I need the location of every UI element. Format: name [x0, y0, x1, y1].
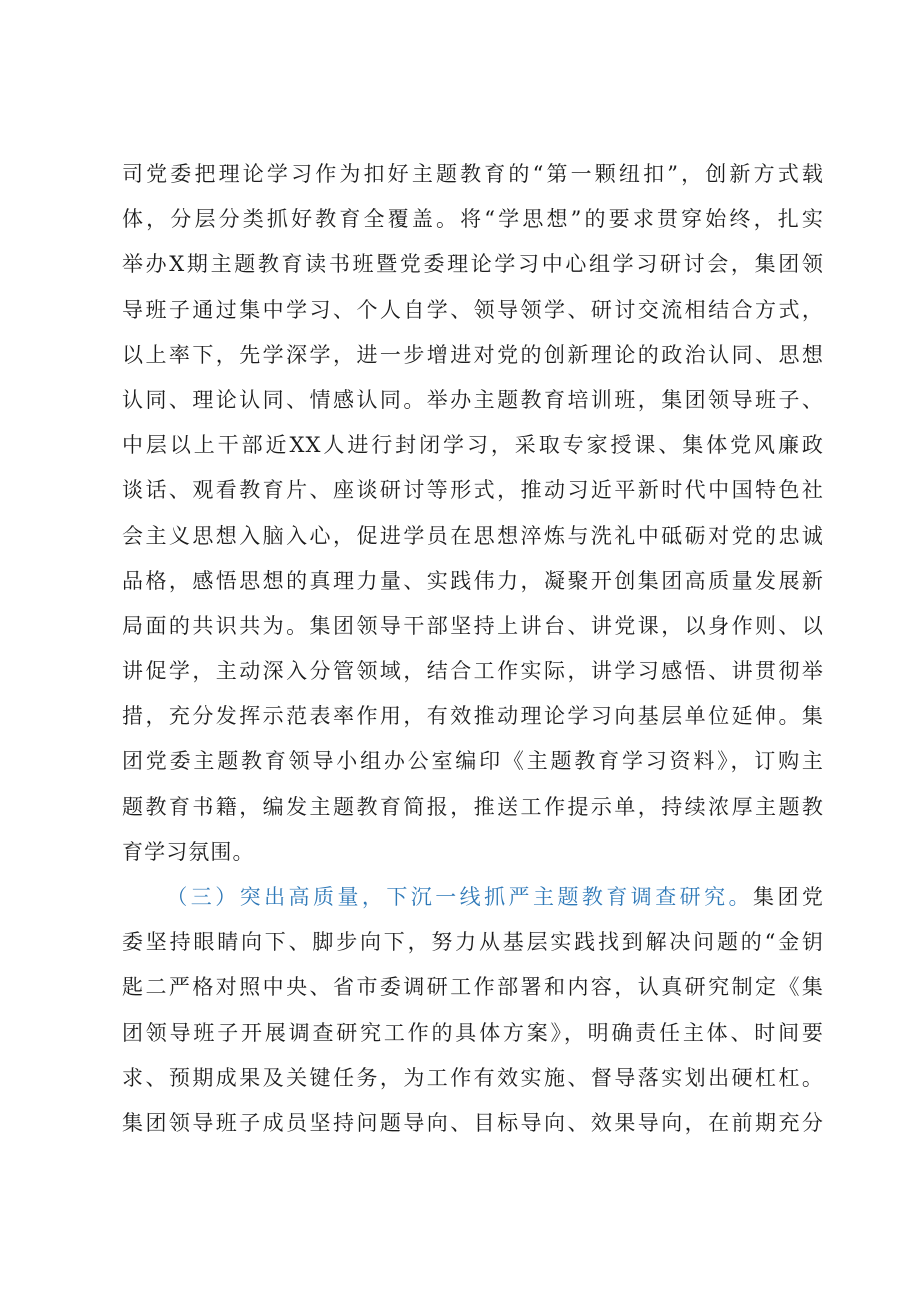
text-line: 团党委主题教育领导小组办公室编印《主题教育学习资料》，订购主: [122, 749, 824, 774]
text-line: 会主义思想入脑入心，促进学员在思想淬炼与洗礼中砥砺对党的忠诚: [122, 523, 824, 548]
text-line: 体，分层分类抓好教育全覆盖。将“学思想”的要求贯穿始终，扎实: [122, 207, 824, 232]
section-heading: （三）突出高质量，下沉一线抓严主题教育调查研究。: [164, 885, 753, 909]
text-line: 认同、理论认同、情感认同。举办主题教育培训班，集团领导班子、: [122, 387, 824, 412]
text-line: 举办X期主题教育读书班暨党委理论学习中心组学习研讨会，集团领: [122, 252, 824, 277]
text-line: 讲促学，主动深入分管领域，结合工作实际，讲学习感悟、讲贯彻举: [122, 659, 824, 684]
text-line: 局面的共识共为。集团领导干部坚持上讲台、讲党课，以身作则、以: [122, 613, 824, 638]
text-line: 导班子通过集中学习、个人自学、领导领学、研讨交流相结合方式，: [122, 297, 824, 322]
text-line: 品格，感悟思想的真理力量、实践伟力，凝聚开创集团高质量发展新: [122, 568, 824, 593]
text-line: 委坚持眼睛向下、脚步向下，努力从基层实践找到解决问题的“金钥: [122, 930, 824, 955]
text-line: 谈话、观看教育片、座谈研讨等形式，推动习近平新时代中国特色社: [122, 478, 824, 503]
text-line: 育学习氛围。: [122, 839, 255, 864]
text-line: 团领导班子开展调查研究工作的具体方案》，明确责任主体、时间要: [122, 1020, 824, 1045]
text-line: 中层以上干部近XX人进行封闭学习，采取专家授课、集体党风廉政: [122, 433, 824, 458]
text-line: 题教育书籍，编发主题教育简报，推送工作提示单，持续浓厚主题教: [122, 794, 824, 819]
text-span: 集团党: [753, 885, 824, 909]
text-line: 匙二严格对照中央、省市委调研工作部署和内容，认真研究制定《集: [122, 975, 824, 1000]
text-line: 集团领导班子成员坚持问题导向、目标导向、效果导向，在前期充分: [122, 1110, 824, 1135]
text-line: 措，充分发挥示范表率作用，有效推动理论学习向基层单位延伸。集: [122, 704, 824, 729]
document-body: [122, 152, 824, 1146]
text-line: 以上率下，先学深学，进一步增进对党的创新理论的政治认同、思想: [122, 342, 824, 367]
text-line: 求、预期成果及关键任务，为工作有效实施、督导落实划出硬杠杠。: [122, 1065, 824, 1090]
text-line: 司党委把理论学习作为扣好主题教育的“第一颗纽扣”，创新方式载: [122, 162, 824, 186]
section-heading-line: [122, 875, 824, 920]
